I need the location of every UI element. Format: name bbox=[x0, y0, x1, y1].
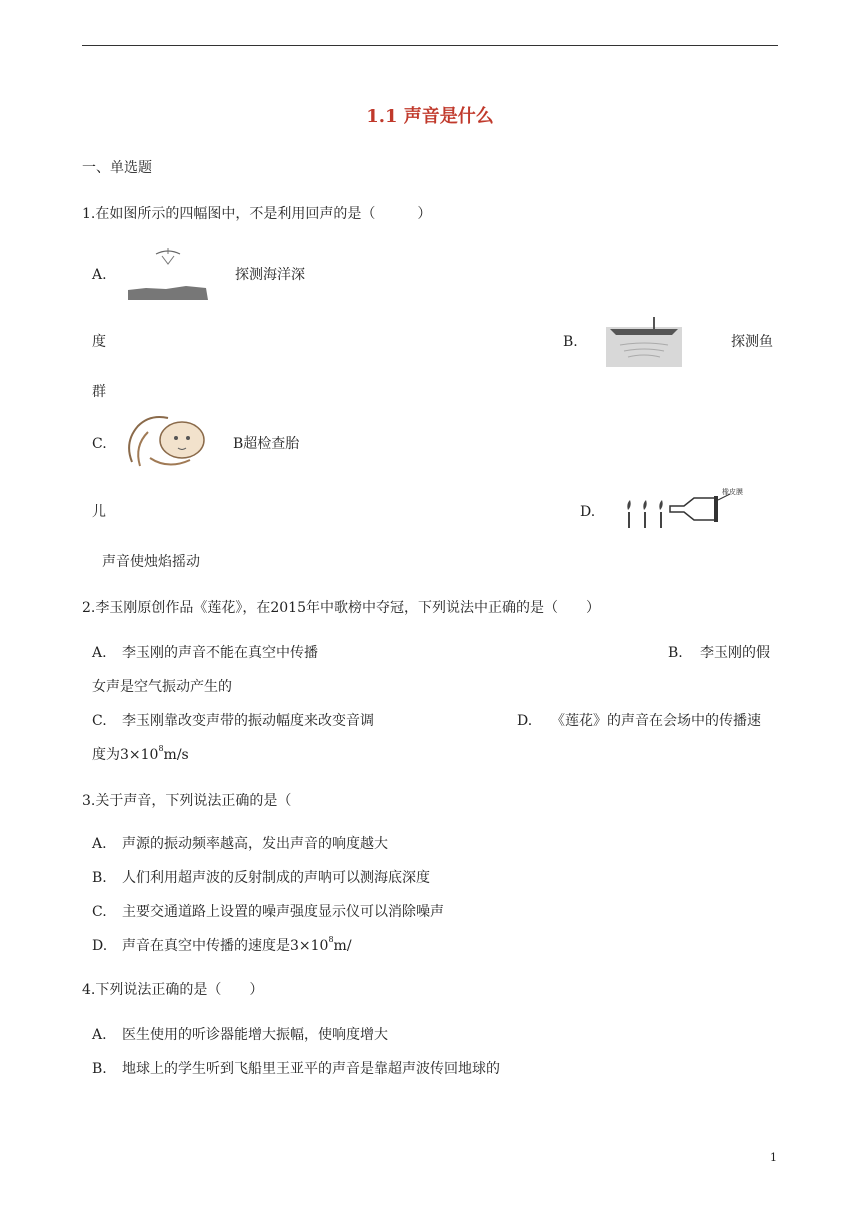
page-title: 1.1 声音是什么 bbox=[366, 106, 494, 127]
candle-flame-bottle-image bbox=[622, 486, 752, 530]
q4-option-a-text: 医生使用的听诊器能增大振幅，使响度增大 bbox=[122, 1027, 388, 1043]
q2-option-b-text-cont: 女声是空气振动产生的 bbox=[92, 679, 232, 695]
q2-option-a-text: 李玉刚的声音不能在真空中传播 bbox=[122, 645, 318, 661]
q2-option-a-label: A. bbox=[92, 645, 107, 661]
q3-stem: 3.关于声音，下列说法正确的是（ bbox=[82, 793, 292, 809]
q1-option-a-label: A. bbox=[92, 267, 107, 283]
q2-option-d-label: D. bbox=[517, 713, 533, 729]
q3-option-b-text: 人们利用超声波的反射制成的声呐可以测海底深度 bbox=[122, 870, 430, 886]
header-rule bbox=[82, 45, 778, 46]
q4-option-a-label: A. bbox=[92, 1027, 107, 1043]
section-heading: 一、单选题 bbox=[82, 160, 152, 176]
q2-option-b-label: B. bbox=[668, 645, 683, 661]
q3-option-a-label: A. bbox=[92, 836, 107, 852]
q4-option-b-label: B. bbox=[92, 1061, 107, 1077]
q1-stem: 1.在如图所示的四幅图中，不是利用回声的是（ ） bbox=[82, 206, 432, 222]
q3-option-a-text: 声源的振动频率越高，发出声音的响度越大 bbox=[122, 836, 388, 852]
q3-d-speed-base: 声音在真空中传播的速度是3×10 bbox=[122, 938, 329, 954]
q2-d-speed-base: 度为3×10 bbox=[92, 747, 159, 763]
page-number: 1 bbox=[770, 1151, 777, 1164]
q4-stem: 4.下列说法正确的是（ ） bbox=[82, 982, 264, 998]
q2-option-b-text: 李玉刚的假 bbox=[700, 645, 770, 661]
q1-option-d-text: 声音使烛焰摇动 bbox=[102, 554, 200, 570]
sonar-ocean-depth-image bbox=[126, 246, 210, 302]
q1-option-b-text: 探测鱼 bbox=[731, 334, 773, 350]
q2-d-speed-exponent: 8 bbox=[158, 744, 164, 753]
q3-option-b-label: B. bbox=[92, 870, 107, 886]
q1-option-c-text: B超检查胎 bbox=[233, 436, 300, 452]
q1-option-c-text-cont: 儿 bbox=[92, 504, 106, 520]
q3-option-c-text: 主要交通道路上设置的噪声强度显示仪可以消除噪声 bbox=[122, 904, 444, 920]
q2-stem: 2.李玉刚原创作品《莲花》，在2015年中歌榜中夺冠，下列说法中正确的是（ ） bbox=[82, 600, 600, 616]
q2-option-d-text-cont bbox=[92, 745, 189, 765]
q1-option-b-text-cont: 群 bbox=[92, 384, 106, 400]
bottle-membrane-label: 橡皮膜 bbox=[722, 488, 743, 496]
q1-option-c-label: C. bbox=[92, 436, 107, 452]
q2-option-c-text: 李玉刚靠改变声带的振动幅度来改变音调 bbox=[122, 713, 374, 729]
q1-option-a-text-cont: 度 bbox=[92, 334, 106, 350]
q3-option-d-text bbox=[122, 936, 352, 956]
q1-option-a-text: 探测海洋深 bbox=[235, 267, 305, 283]
q4-option-b-text: 地球上的学生听到飞船里王亚平的声音是靠超声波传回地球的 bbox=[122, 1061, 500, 1077]
q2-d-speed-unit: m/s bbox=[163, 747, 189, 763]
q3-option-c-label: C. bbox=[92, 904, 107, 920]
ultrasound-fetus-image bbox=[120, 412, 212, 472]
q1-option-b-label: B. bbox=[563, 334, 578, 350]
q3-option-d-label: D. bbox=[92, 938, 108, 954]
q3-d-speed-unit: m/ bbox=[333, 938, 352, 954]
q2-option-d-text: 《莲花》的声音在会场中的传播速 bbox=[551, 713, 761, 729]
fish-detection-image bbox=[606, 313, 682, 367]
q3-d-speed-exponent: 8 bbox=[328, 935, 334, 944]
q1-option-d-label: D. bbox=[580, 504, 596, 520]
q2-option-c-label: C. bbox=[92, 713, 107, 729]
